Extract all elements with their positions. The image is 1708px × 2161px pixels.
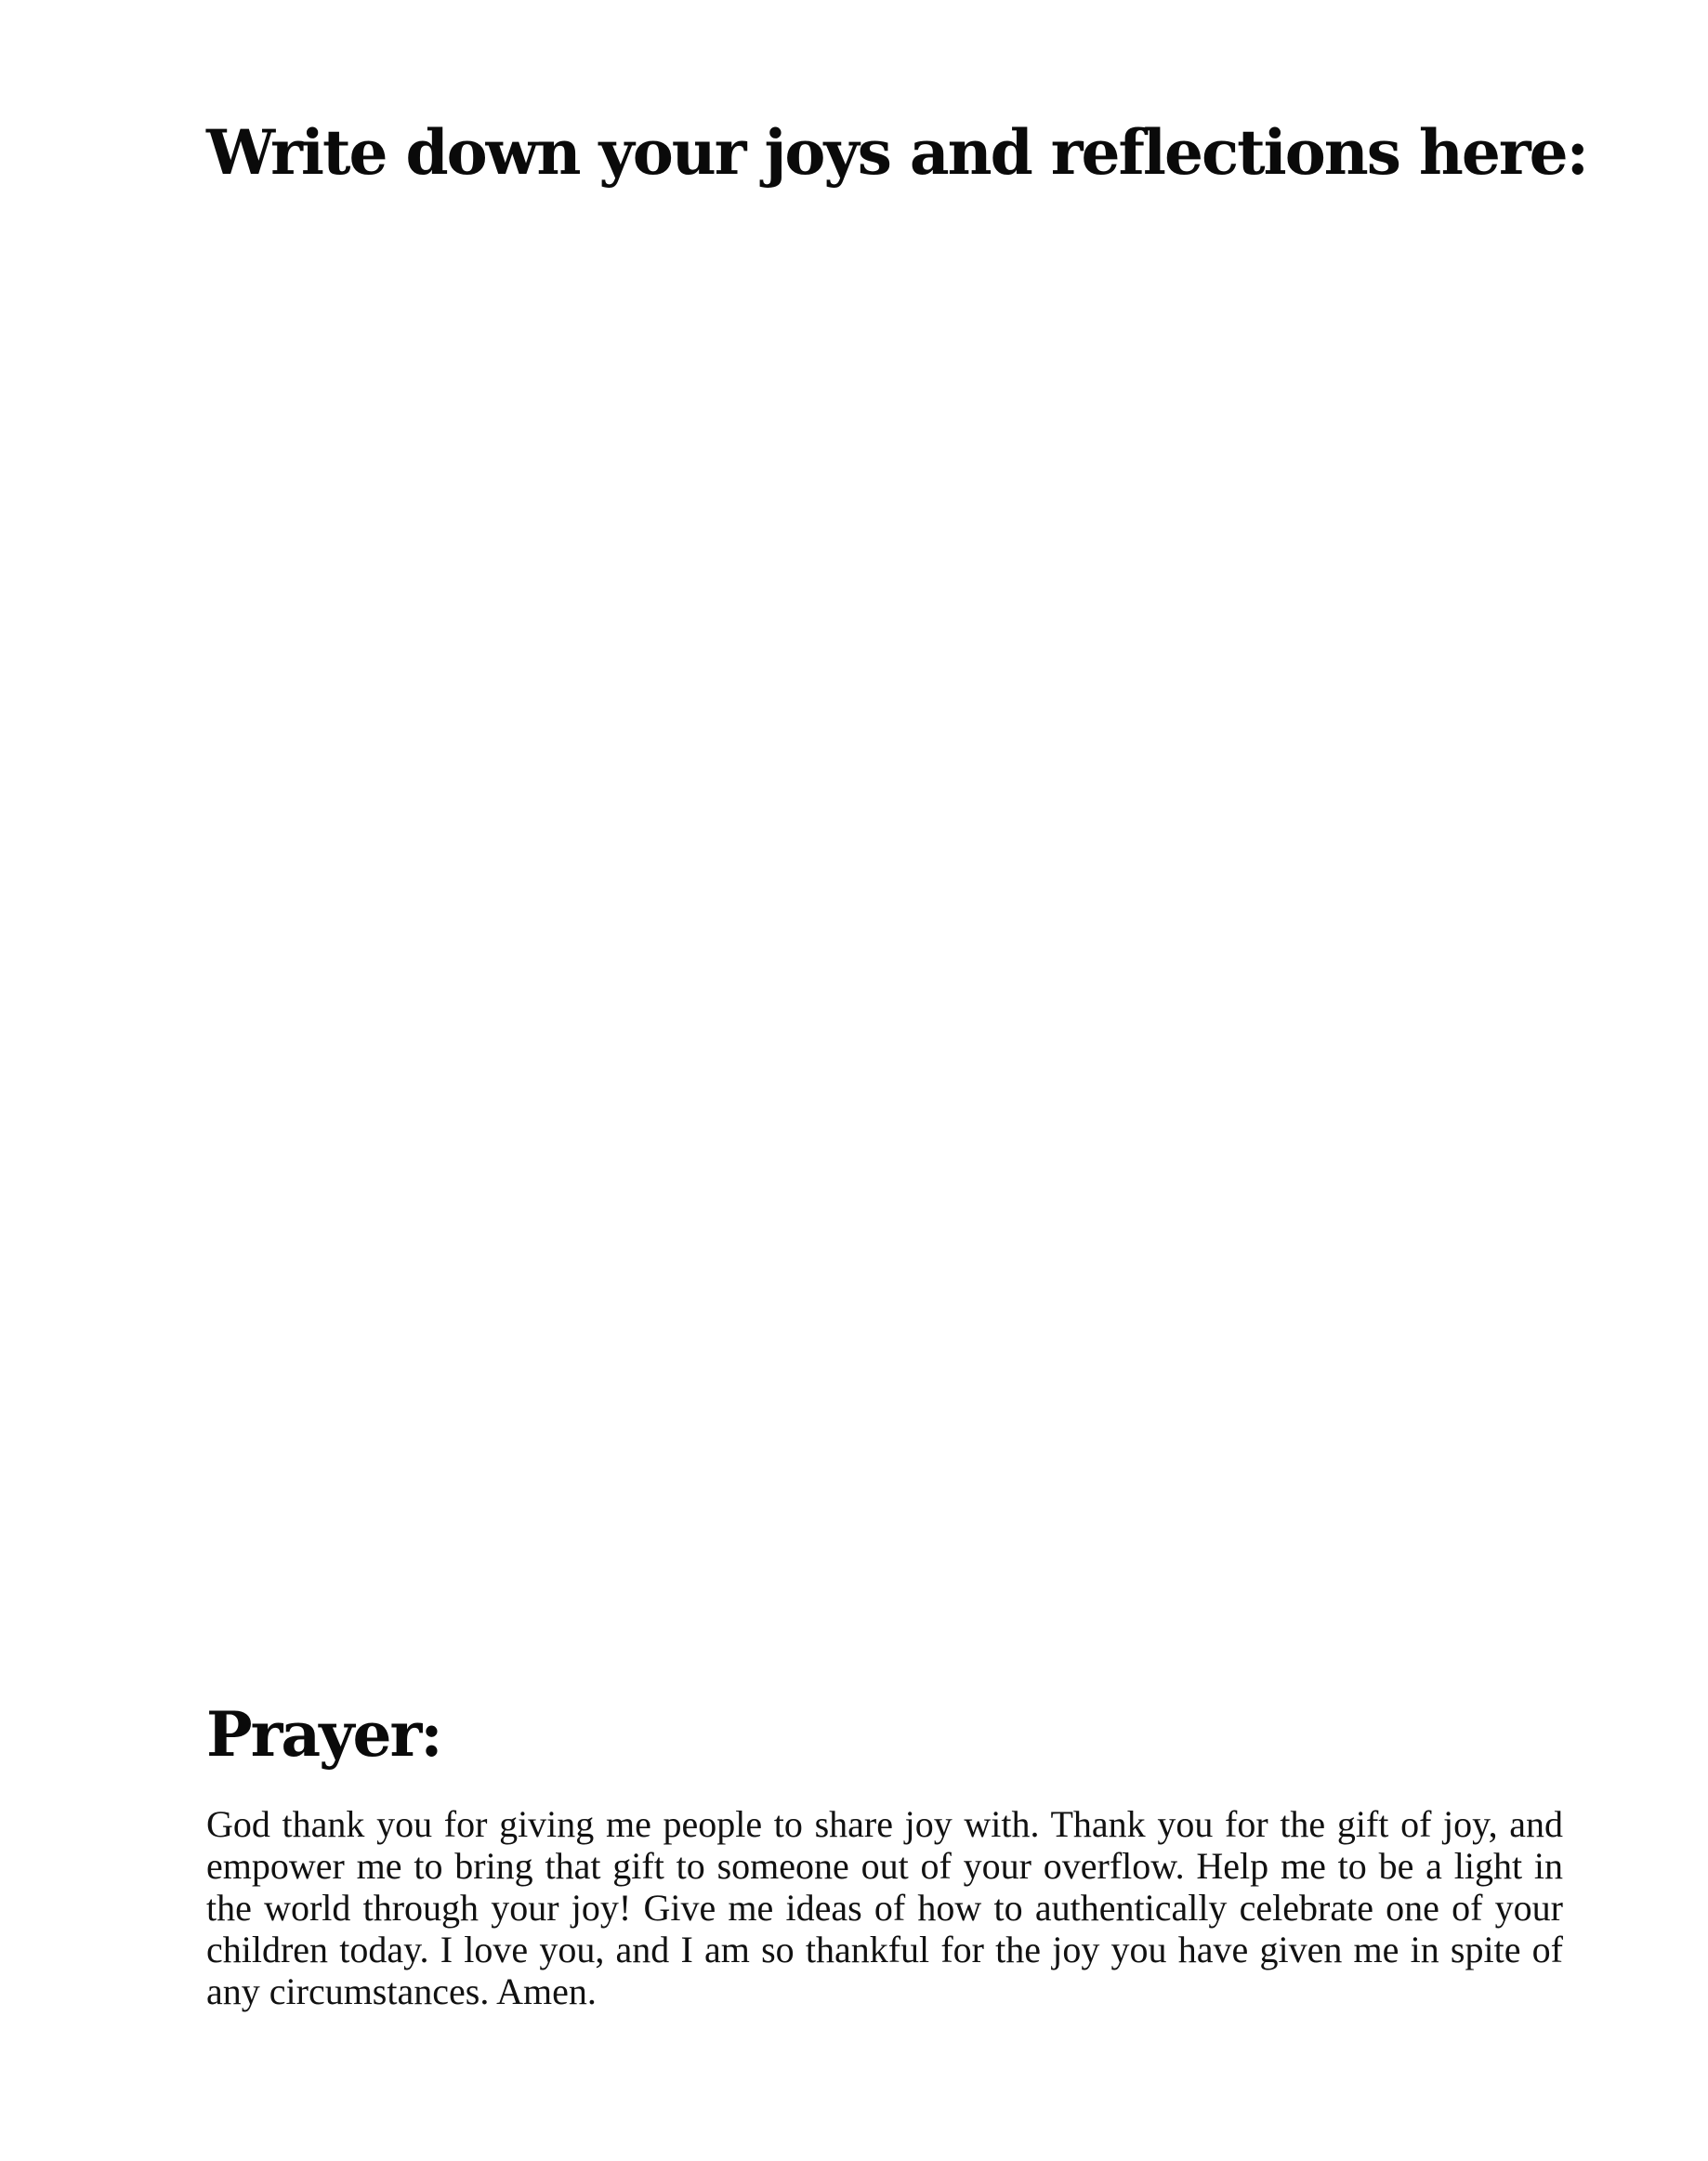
- prayer-heading: Prayer:: [206, 1698, 441, 1771]
- reflections-heading: Write down your joys and reflections here:: [206, 116, 1587, 189]
- prayer-paragraph: God thank you for giving me people to share joy with. Thank you for the gift of joy, and empower me to bring that gift to someone out of your overflow. Help me to be a light in the world through your joy! Give me ideas of how to authentically celebrate one of your children today. I love you, and I am so thankful for the joy you have given me in spite of any circumstances. Amen.: [206, 1803, 1563, 2012]
- reflections-writing-area: [206, 223, 1563, 1682]
